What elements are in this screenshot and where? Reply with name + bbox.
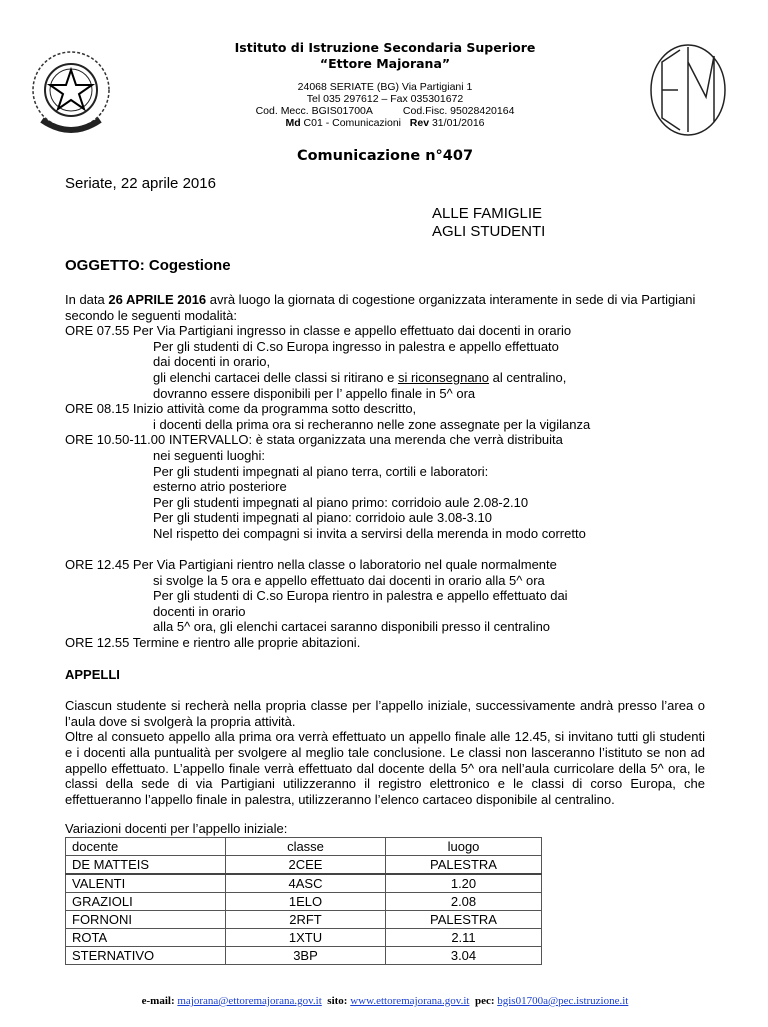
cell: STERNATIVO (66, 947, 226, 965)
footer (65, 995, 705, 1007)
cell: 1ELO (226, 893, 386, 911)
paragraph: Ciascun studente si recherà nella propria classe per l’appello iniziale, successivamente andrà presso l’area o l’aula dove si svolgerà la propria attività. (65, 698, 705, 729)
schedule-line: Nel rispetto dei compagni si invita a servirsi della merenda in modo corretto (153, 525, 586, 541)
site-link[interactable]: www.ettoremajorana.gov.it (350, 995, 470, 1007)
schedule-line: ORE 08.15 Inizio attività come da programma sotto descritto, (65, 401, 417, 417)
schedule-line: esterno atrio posteriore (153, 479, 287, 495)
schedule-line: ORE 12.55 Termine e rientro alle proprie abitazioni. (65, 635, 361, 651)
cell: ROTA (66, 929, 226, 947)
table-row (66, 929, 542, 947)
recipient: AGLI STUDENTI (432, 223, 546, 240)
appelli-heading: APPELLI (65, 666, 120, 682)
cell: FORNONI (66, 911, 226, 929)
phone: Tel 035 297612 – Fax 035301672 (306, 93, 464, 105)
site-label: sito: (327, 995, 348, 1007)
subject: OGGETTO: Cogestione (65, 257, 231, 274)
header-cell: classe (226, 838, 386, 856)
codes-row (65, 105, 705, 117)
cell: 1.20 (386, 874, 542, 893)
email-link[interactable]: majorana@ettoremajorana.gov.it (177, 995, 322, 1007)
schedule-line: gli elenchi cartacei delle classi si ritirano e si riconsegnano al centralino, (153, 369, 567, 385)
schedule-line: Per gli studenti di C.so Europa ingresso in palestra e appello effettuato (153, 338, 559, 354)
recipient: ALLE FAMIGLIE (432, 205, 543, 222)
teachers-table (65, 837, 542, 965)
schedule-line: i docenti della prima ora si recheranno nelle zone assegnate per la vigilanza (153, 416, 591, 432)
schedule-line: Per gli studenti di C.so Europa rientro in palestra e appello effettuato dai (153, 588, 568, 604)
cell: 2RFT (226, 911, 386, 929)
paragraph: Oltre al consueto appello alla prima ora verrà effettuato un appello finale alle 12.45, si invitano tutti gli studenti e i docenti alla puntualità per svolgere al meglio tale conclusione. Le classi non lasceranno l’istituto se non ad appello effettuato. L’appello finale verrà effettuato dal docente della 5^ ora nell’aula curricolare della 5^ ora, le classi della sede di via Partigiani utilizzeranno il registro elettronico e le classi di corso Europa, che effettueranno l’appello finale in palestra, utilizzeranno l’elenco cartaceo disponibile al centralino. (65, 729, 705, 807)
recipients (432, 205, 705, 241)
cod-mecc: Cod. Mecc. BGIS01700A (255, 105, 373, 117)
em-logo (648, 42, 728, 138)
table-row (66, 874, 542, 893)
page-title: Comunicazione n°407 (296, 148, 474, 164)
cell: 2.11 (386, 929, 542, 947)
schedule-line: ORE 10.50-11.00 INTERVALLO: è stata organizzata una merenda che verrà distribuita (65, 432, 563, 448)
cell: 1XTU (226, 929, 386, 947)
schedule-line: Per gli studenti impegnati al piano terra, cortili e laboratori: (153, 463, 489, 479)
schedule-line: alla 5^ ora, gli elenchi cartacei saranno disponibili presso il centralino (153, 619, 551, 635)
appelli-text (65, 698, 705, 807)
doc-model: Md C01 - Comunicazioni Rev 31/01/2016 (285, 117, 485, 129)
cell: PALESTRA (386, 856, 542, 875)
cell: 2CEE (226, 856, 386, 875)
cell: 4ASC (226, 874, 386, 893)
cell: DE MATTEIS (66, 856, 226, 875)
address: 24068 SERIATE (BG) Via Partigiani 1 (297, 81, 473, 93)
header-cell: luogo (386, 838, 542, 856)
schedule-line: si svolge la 5 ora e appello effettuato dai docenti in orario alla 5^ ora (153, 572, 545, 588)
header-cell: docente (66, 838, 226, 856)
schedule-line: docenti in orario (153, 603, 246, 619)
schedule-line: ORE 12.45 Per Via Partigiani rientro nella classe o laboratorio nel quale normalmente (65, 557, 557, 573)
schedule-line: dai docenti in orario, (153, 354, 271, 370)
cell: GRAZIOLI (66, 893, 226, 911)
cell: VALENTI (66, 874, 226, 893)
table-row (66, 911, 542, 929)
schedule-line: dovranno essere disponibili per l’ appello finale in 5^ ora (153, 385, 476, 401)
schedule-line: nei seguenti luoghi: (153, 447, 266, 463)
pec-link[interactable]: bgis01700a@pec.istruzione.it (497, 995, 629, 1007)
table-row (66, 947, 542, 965)
intro: In data 26 APRILE 2016 avrà luogo la giornata di cogestione organizzata interamente in sede di via Partigiani secondo le seguenti modalità: (65, 292, 696, 323)
email-label: e-mail: (141, 995, 175, 1007)
institute-name: Istituto di Istruzione Secondaria Superiore (234, 40, 536, 55)
pec-label: pec: (474, 995, 495, 1007)
schedule-line: ORE 07.55 Per Via Partigiani ingresso in classe e appello effettuato dai docenti in orario (65, 323, 572, 339)
schedule-line: Per gli studenti impegnati al piano primo: corridoio aule 2.08-2.10 (153, 494, 529, 510)
table-row (66, 856, 542, 875)
cell: 3BP (226, 947, 386, 965)
cell: 2.08 (386, 893, 542, 911)
schedule (65, 292, 705, 651)
cell: PALESTRA (386, 911, 542, 929)
school-name: “Ettore Majorana” (319, 56, 451, 71)
republic-emblem-logo (22, 40, 120, 140)
table-header (66, 838, 542, 856)
cell: 3.04 (386, 947, 542, 965)
schedule-line: Per gli studenti impegnati al piano: corridoio aule 3.08-3.10 (153, 510, 492, 526)
date: Seriate, 22 aprile 2016 (65, 175, 216, 192)
cod-fisc: Cod.Fisc. 95028420164 (402, 105, 515, 117)
table-row (66, 893, 542, 911)
table-caption: Variazioni docenti per l’appello iniziale: (65, 821, 288, 837)
